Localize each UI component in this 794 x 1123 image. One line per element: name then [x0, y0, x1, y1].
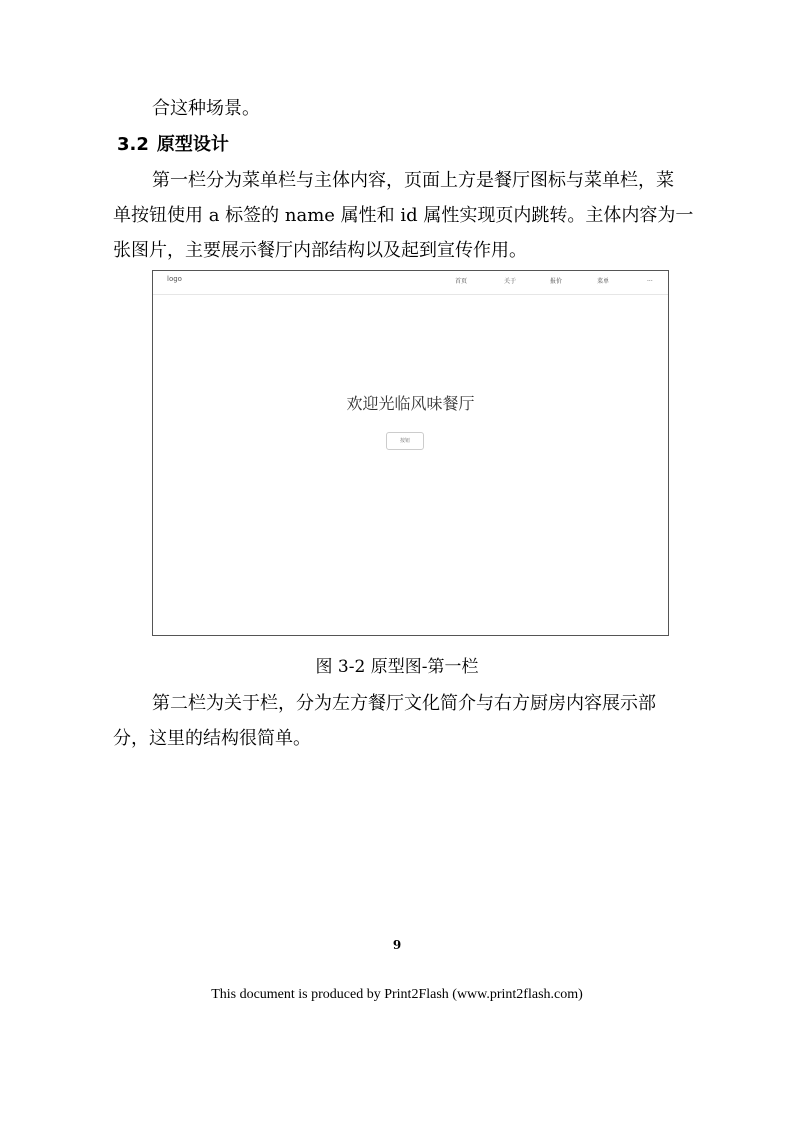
paragraph-line: 第二栏为关于栏，分为左方餐厅文化简介与右方厨房内容展示部 — [152, 693, 656, 714]
prototype-figure — [152, 270, 669, 636]
paragraph-line: 单按钮使用 a 标签的 name 属性和 id 属性实现页内跳转。主体内容为一 — [113, 205, 694, 226]
figure-menu-home: 首页 — [455, 278, 468, 285]
figure-navbar — [153, 271, 668, 295]
figure-logo: logo — [167, 275, 182, 283]
figure-menu-more: ... — [647, 276, 653, 283]
figure-caption: 图 3-2 原型图-第一栏 — [315, 657, 479, 677]
section-heading — [117, 130, 229, 156]
figure-welcome-text: 欢迎光临风味餐厅 — [346, 394, 475, 413]
figure-menu-about: 关于 — [504, 278, 517, 285]
section-number: 3.2 — [117, 134, 149, 155]
paragraph-line: 合这种场景。 — [152, 98, 260, 119]
paragraph-line: 分，这里的结构很简单。 — [113, 728, 311, 749]
figure-button: 按钮 — [386, 432, 424, 450]
paragraph-line: 第一栏分为菜单栏与主体内容，页面上方是餐厅图标与菜单栏，菜 — [152, 170, 674, 191]
figure-menu-menu: 菜单 — [597, 278, 610, 285]
section-title: 原型设计 — [156, 134, 229, 155]
figure-menu-price: 报价 — [550, 278, 563, 285]
page-number: 9 — [392, 938, 402, 952]
paragraph-line: 张图片，主要展示餐厅内部结构以及起到宣传作用。 — [113, 240, 527, 261]
footer-text: This document is produced by Print2Flash (www.print2flash.com) — [211, 987, 583, 1002]
